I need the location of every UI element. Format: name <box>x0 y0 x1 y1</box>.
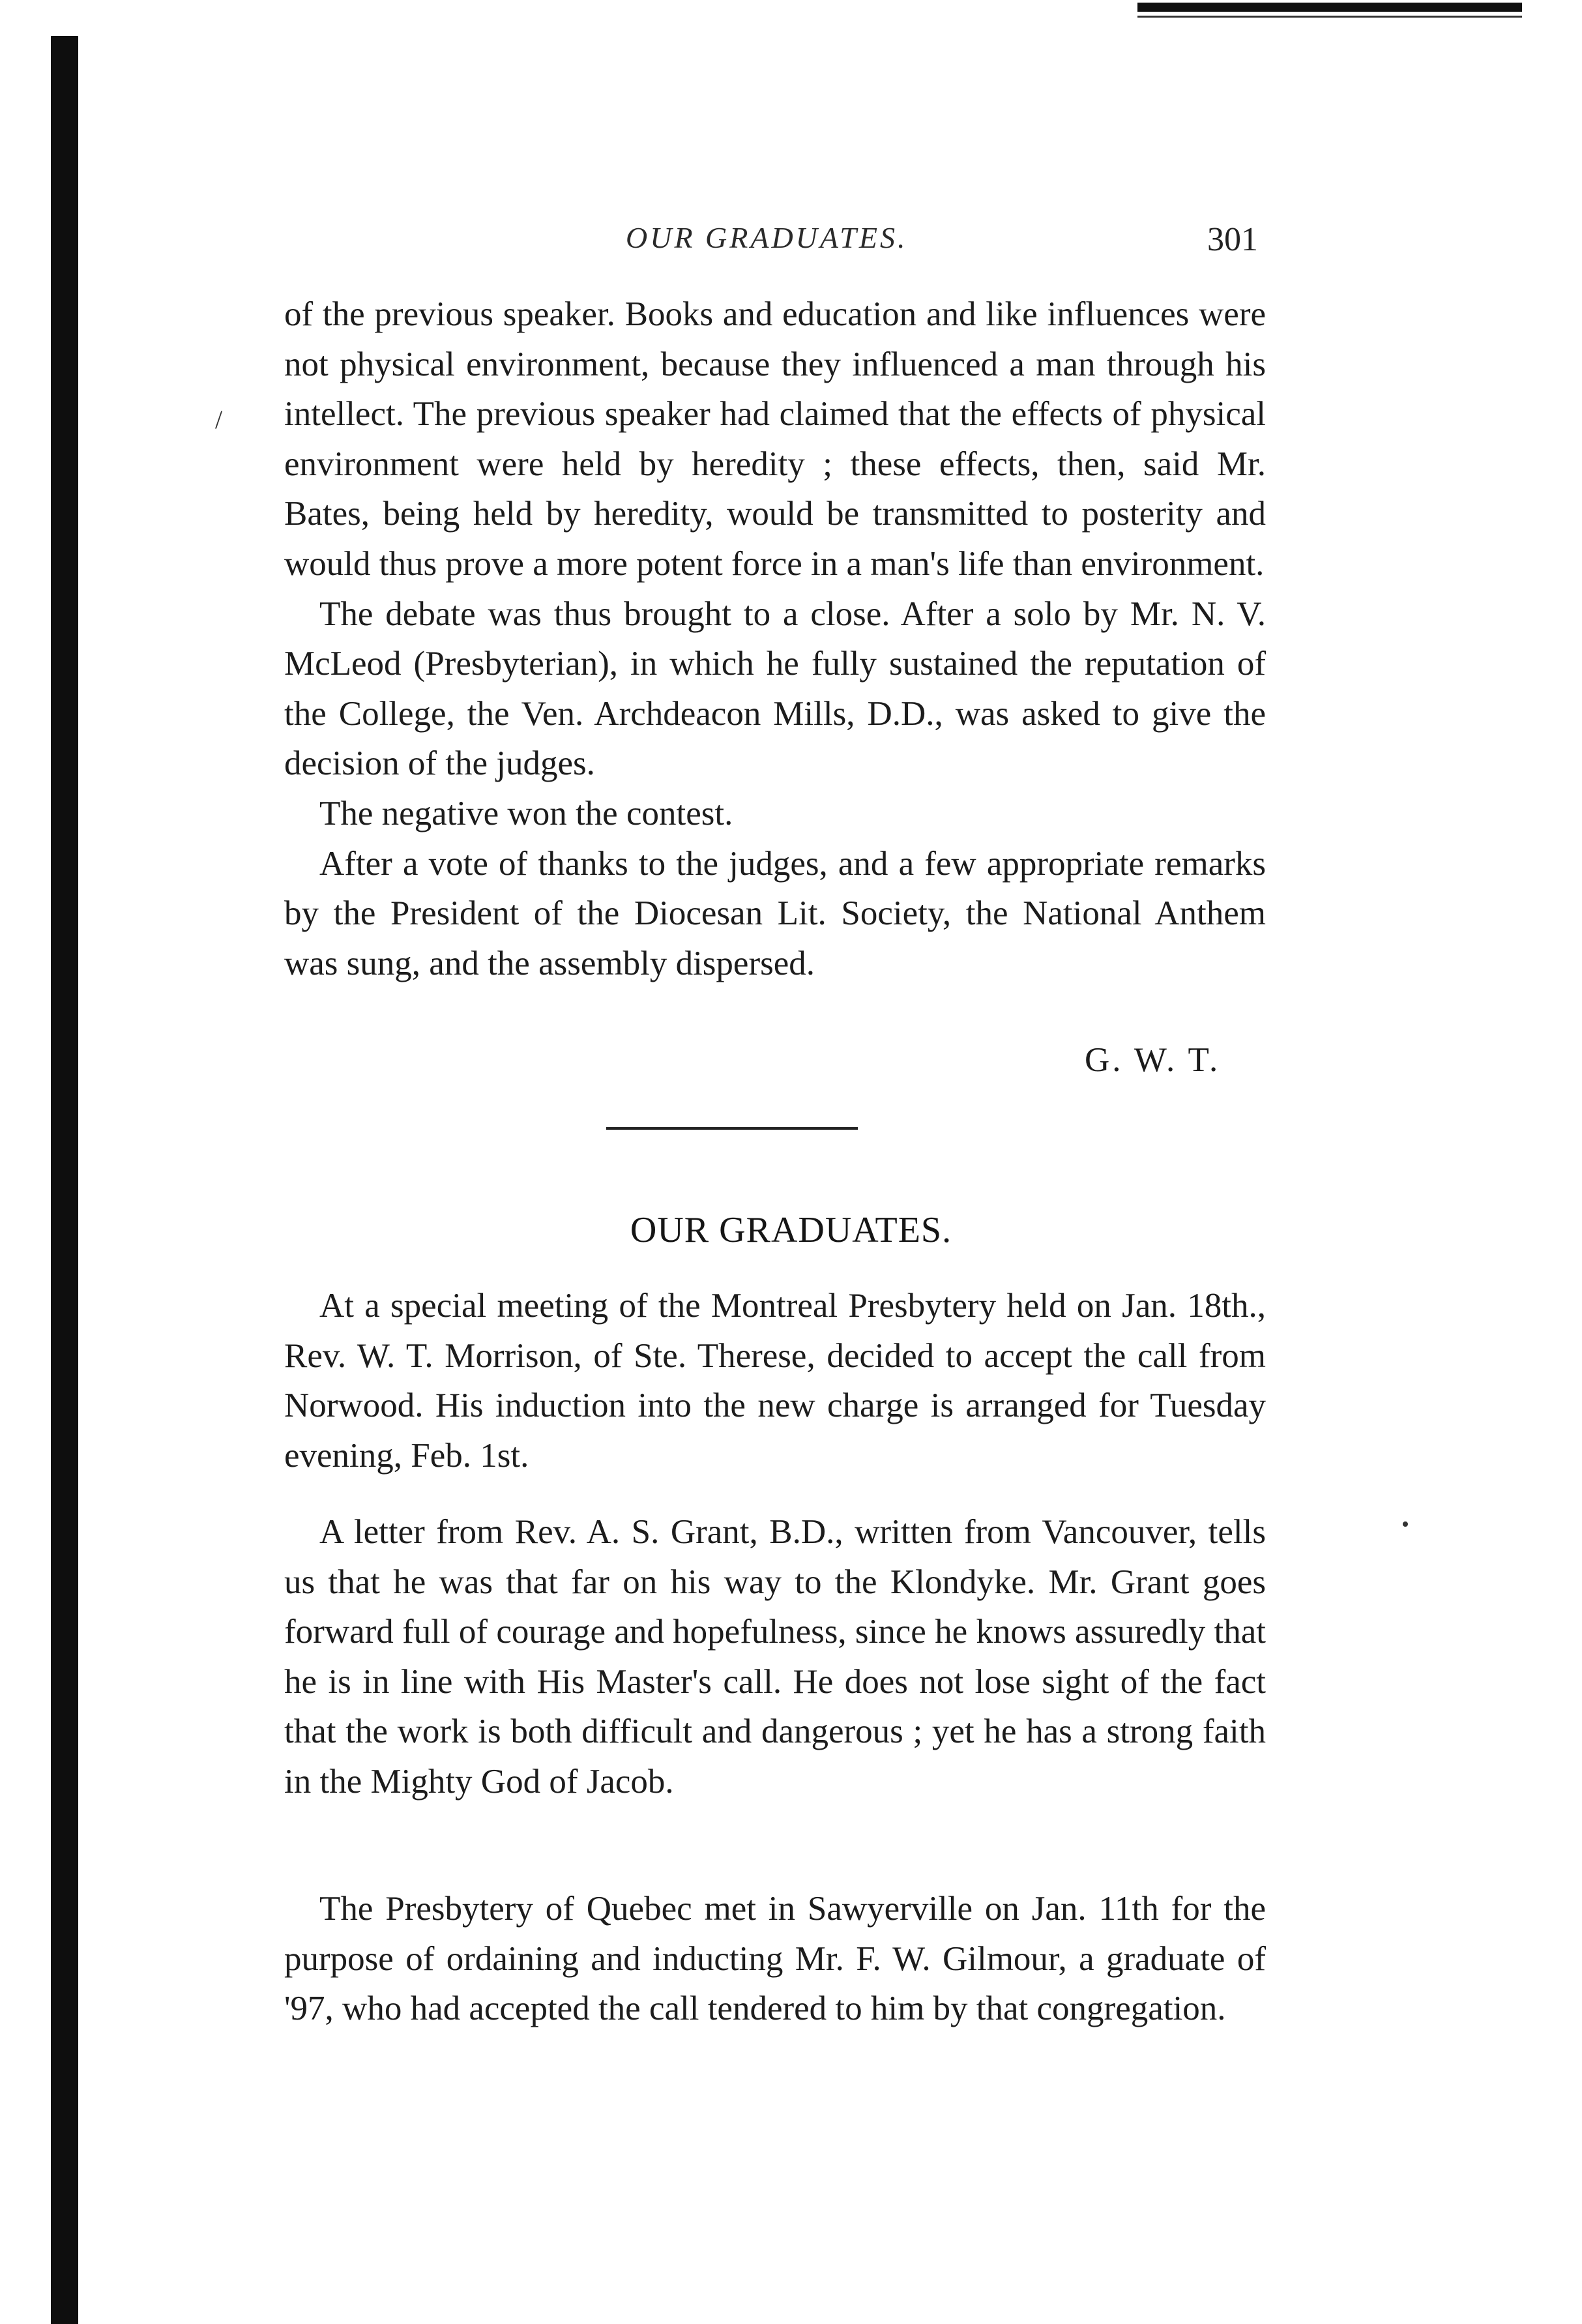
paragraph: A letter from Rev. A. S. Grant, B.D., written from Vancouver, tells us that he was that far on his way to the Klondyke. Mr. Grant goes forward full of courage and hopefulness, since he knows assuredly that he is in line with His Master's call. He does not lose sight of the fact that the work is both difficult and dangerous ; yet he has a strong faith in the Mighty God of Jacob. <box>284 1513 1266 1801</box>
paragraph: At a special meeting of the Montreal Presbytery held on Jan. 18th., Rev. W. T. Morrison, of Ste. Therese, decided to accept the call from Norwood. His induction into the new charge is arranged for Tuesday evening, Feb. 1st. <box>284 1287 1266 1475</box>
page-number: 301 <box>1207 221 1258 258</box>
margin-mark: / <box>215 405 223 434</box>
paragraph: The Presbytery of Quebec met in Sawyerville on Jan. 11th for the purpose of ordaining and inducting Mr. F. W. Gilmour, a graduate of '97, who had accepted the call tendered to him by that congregation. <box>284 1890 1266 2028</box>
running-head: OUR GRADUATES. <box>626 221 908 254</box>
debate-report <box>284 289 1266 988</box>
top-rule-thin <box>1137 16 1522 18</box>
top-rule <box>1137 3 1522 12</box>
section-divider <box>606 1127 858 1130</box>
paragraph: After a vote of thanks to the judges, and a few appropriate remarks by the President of the Diocesan Lit. Society, the National Anthem was sung, and the assembly dispersed. <box>284 844 1266 982</box>
graduate-news-item <box>284 1884 1266 2034</box>
paragraph: The debate was thus brought to a close. After a solo by Mr. N. V. McLeod (Presbyterian), in which he fully sustained the reputation of the College, the Ven. Archdeacon Mills, D.D., was asked to give the decision of the judges. <box>284 595 1266 783</box>
margin-mark: • <box>1401 1512 1409 1537</box>
author-signature: G. W. T. <box>1085 1041 1221 1079</box>
section-title: OUR GRADUATES. <box>630 1210 952 1250</box>
graduate-news-item <box>284 1281 1266 1480</box>
paragraph: of the previous speaker. Books and education and like influences were not physical environment, because they influenced a man through his intellect. The previous speaker had claimed that the effects of physical environment were held by heredity ; these effects, then, said Mr. Bates, being held by heredity, would be transmitted to posterity and would thus prove a more potent force in a man's life than environment. <box>284 295 1266 583</box>
graduate-news-item <box>284 1507 1266 1807</box>
paragraph: The negative won the contest. <box>319 794 733 832</box>
binding-edge <box>51 36 78 2324</box>
